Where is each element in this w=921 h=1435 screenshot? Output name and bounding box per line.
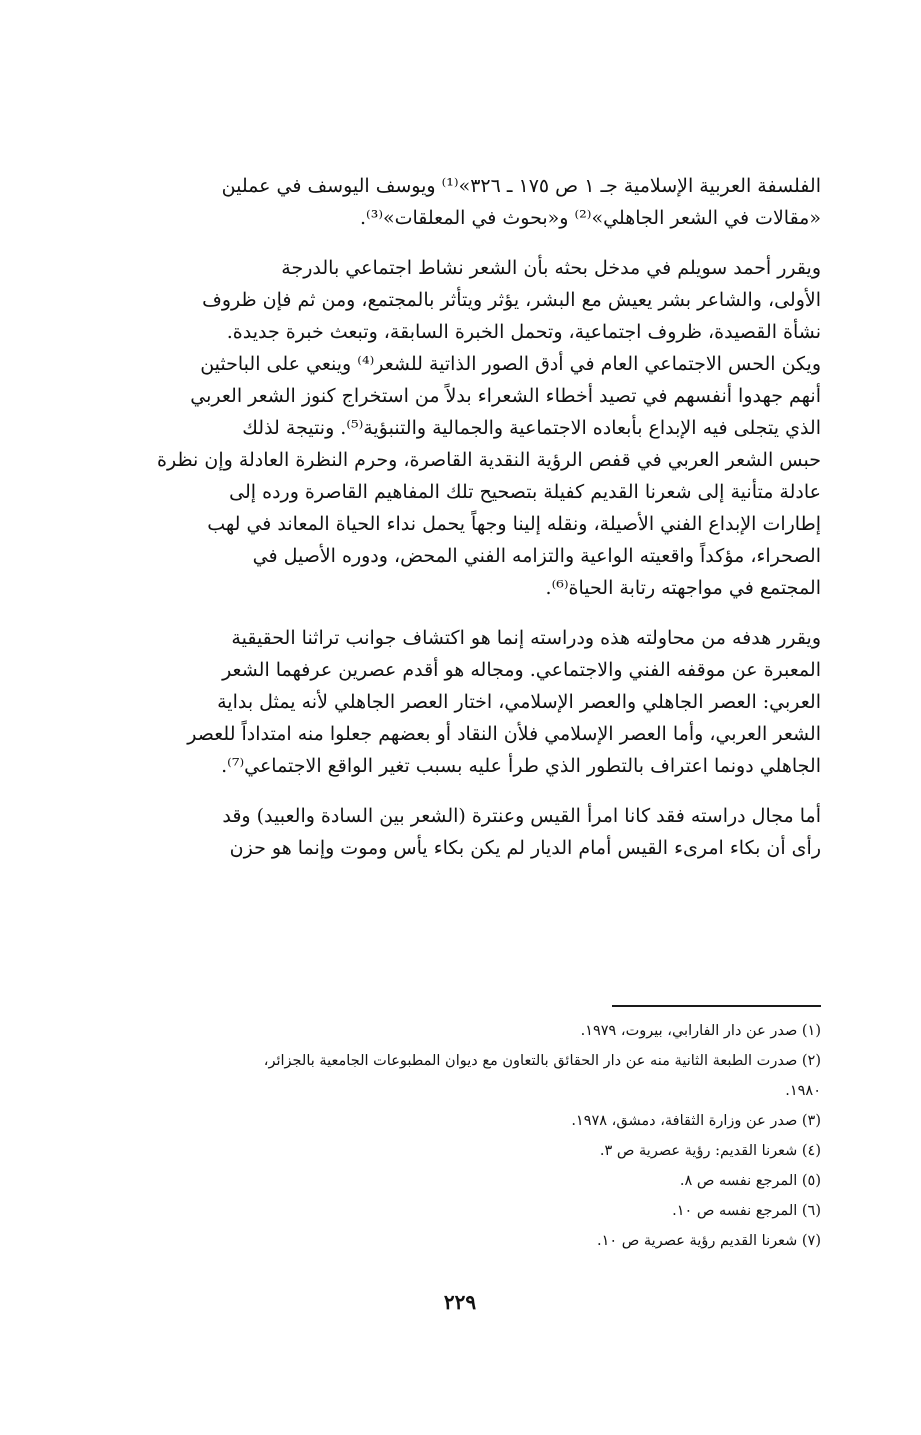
page-number: ٢٢٩ (443, 1290, 477, 1314)
text-line: إطارات الإبداع الفني الأصيلة، ونقله إلينا وجهاً يحمل نداء الحياة المعاند في لهب (207, 513, 821, 535)
footnote-item: (١) صدر عن دار الفارابي، بيروت، ١٩٧٩. (580, 1023, 821, 1039)
text-line: حبس الشعر العربي في قفص الرؤية النقدية القاصرة، وحرم النظرة العادلة وإن نظرة (157, 449, 821, 471)
text-line: الأولى، والشاعر بشر يعيش مع البشر، يؤثر ويتأثر بالمجتمع، ومن ثم فإن ظروف (202, 289, 821, 311)
footnote-item-continuation: ١٩٨٠. (785, 1083, 821, 1099)
footnote-item: (٧) شعرنا القديم رؤية عصرية ص ١٠. (596, 1233, 821, 1249)
text-line: ويقرر هدفه من محاولته هذه ودراسته إنما هو اكتشاف جوانب تراثنا الحقيقية (231, 627, 821, 649)
text-line: الشعر العربي، وأما العصر الإسلامي فلأن النقاد أو بعضهم جعلوا منه امتداداً للعصر (187, 723, 821, 745)
paragraph-gap (118, 234, 821, 252)
footnotes-block (118, 1016, 821, 1256)
paragraph-gap (118, 782, 821, 800)
text-line: أما مجال دراسته فقد كانا امرأ القيس وعنترة (الشعر بين السادة والعبيد) وقد (222, 805, 821, 827)
main-text-block (118, 170, 821, 864)
footnote-item: (٢) صدرت الطبعة الثانية منه عن دار الحقائق بالتعاون مع ديوان المطبوعات الجامعية بالجزائر، (263, 1053, 821, 1069)
text-line: عادلة متأنية إلى شعرنا القديم كفيلة بتصحيح تلك المفاهيم القاصرة ورده إلى (229, 481, 821, 503)
text-line: العربي: العصر الجاهلي والعصر الإسلامي، اختار العصر الجاهلي لأنه يمثل بداية (217, 691, 821, 713)
text-line: أنهم جهدوا أنفسهم في تصيد أخطاء الشعراء بدلاً من استخراج كنوز الشعر العربي (190, 385, 821, 407)
text-line: «مقالات في الشعر الجاهلي»⁽²⁾ و«بحوث في المعلقات»⁽³⁾. (359, 207, 821, 229)
text-line: نشأة القصيدة، ظروف اجتماعية، وتحمل الخبرة السابقة، وتبعث خبرة جديدة. (226, 321, 821, 343)
paragraph-gap (118, 604, 821, 622)
text-line: الصحراء، مؤكداً واقعيته الواعية والتزامه الفني المحض، ودوره الأصيل في (252, 545, 821, 567)
text-line: رأى أن بكاء امرىء القيس أمام الديار لم يكن بكاء يأس وموت وإنما هو حزن (229, 837, 821, 859)
footnote-item: (٦) المرجع نفسه ص ١٠. (672, 1203, 821, 1219)
text-line: الجاهلي دونما اعتراف بالتطور الذي طرأ عليه بسبب تغير الواقع الاجتماعي⁽⁷⁾. (221, 755, 821, 777)
text-line: ويقرر أحمد سويلم في مدخل بحثه بأن الشعر نشاط اجتماعي بالدرجة (281, 257, 821, 279)
text-line: الفلسفة العربية الإسلامية جـ ١ ص ١٧٥ ـ ٣٢٦»⁽¹⁾ ويوسف اليوسف في عملين (221, 175, 821, 197)
text-line: المجتمع في مواجهته رتابة الحياة⁽⁶⁾. (545, 577, 821, 599)
footnote-item: (٣) صدر عن وزارة الثقافة، دمشق، ١٩٧٨. (571, 1113, 821, 1129)
text-line: ويكن الحس الاجتماعي العام في أدق الصور الذاتية للشعر⁽⁴⁾ وينعي على الباحثين (200, 353, 821, 375)
text-line: الذي يتجلى فيه الإبداع بأبعاده الاجتماعية والجمالية والتنبؤية⁽⁵⁾. ونتيجة لذلك (242, 417, 821, 439)
footnote-item: (٤) شعرنا القديم: رؤية عصرية ص ٣. (599, 1143, 821, 1159)
footnote-divider (612, 1005, 821, 1007)
text-line: المعبرة عن موقفه الفني والاجتماعي. ومجاله هو أقدم عصرين عرفهما الشعر (222, 659, 821, 681)
footnote-item: (٥) المرجع نفسه ص ٨. (679, 1173, 821, 1189)
